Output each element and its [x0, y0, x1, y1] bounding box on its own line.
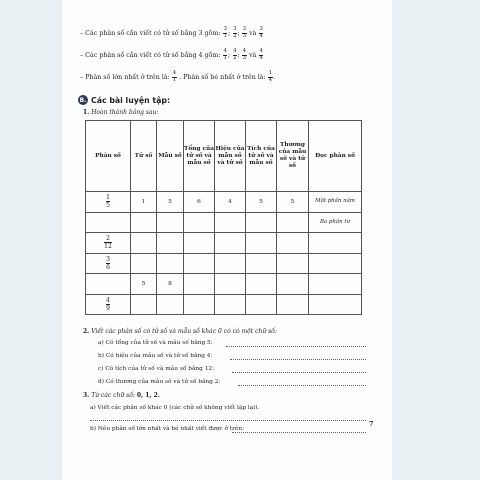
table-header: Tích của tử số và mẫu số — [246, 121, 277, 192]
intro-line-3: – Phân số lớn nhất ở trên là: $\frac{4}{1}$ . Phân số bé nhất ở trên là: $\frac{1}{4}$ . — [80, 70, 276, 83]
fraction-cell[interactable] — [86, 192, 131, 213]
section-heading — [78, 95, 170, 105]
table-cell[interactable] — [215, 274, 246, 295]
reading-cell[interactable] — [309, 294, 362, 315]
answer-line[interactable] — [90, 420, 366, 421]
table-cell[interactable]: 4 — [215, 192, 246, 213]
question-1 — [83, 109, 158, 116]
fraction: $\frac{3}{2}$ — [233, 26, 237, 39]
table-cell[interactable] — [246, 294, 277, 315]
fraction: $\frac{3}{6}$ — [106, 255, 110, 271]
table-cell[interactable] — [246, 253, 277, 274]
joiner: và — [249, 51, 257, 59]
table-header: Đọc phân số — [309, 121, 362, 192]
intro-line-3-text: – Phân số lớn nhất ở trên là: — [80, 73, 170, 81]
table-header-row — [86, 121, 362, 192]
question-2 — [83, 328, 277, 335]
table-cell[interactable] — [277, 274, 309, 295]
table-cell[interactable]: 5 — [277, 192, 309, 213]
table-cell[interactable] — [246, 233, 277, 254]
fraction-cell[interactable] — [86, 212, 131, 233]
table-cell[interactable] — [215, 233, 246, 254]
table-cell[interactable] — [246, 274, 277, 295]
table-row — [86, 274, 362, 295]
table-cell[interactable] — [215, 253, 246, 274]
table-cell[interactable] — [215, 212, 246, 233]
fraction-cell[interactable] — [86, 233, 131, 254]
intro-line-1: – Các phân số cần viết có tử số bằng 3 gồm: $\frac{3}{1}$ ; $\frac{3}{2}$ ; $\frac{3}{3}$ và $\frac{3}{4}$ — [80, 26, 263, 39]
table-cell[interactable] — [215, 294, 246, 315]
fraction: $\frac{3}{3}$ — [242, 26, 247, 39]
reading-cell[interactable]: Ba phần tư — [309, 212, 362, 233]
table-cell[interactable]: 8 — [157, 274, 184, 295]
fraction-cell[interactable] — [86, 253, 131, 274]
fraction: $\frac{4}{9}$ — [106, 296, 110, 312]
answer-line[interactable] — [232, 372, 366, 373]
table-cell[interactable] — [184, 253, 215, 274]
table-cell[interactable]: 5 — [131, 274, 157, 295]
fraction-cell[interactable] — [86, 274, 131, 295]
table-cell[interactable] — [157, 253, 184, 274]
answer-prompt: b) Có hiệu của mẫu số và tử số bằng 4: — [98, 353, 213, 359]
section-title: Các bài luyện tập: — [91, 95, 171, 105]
table-cell[interactable]: 5 — [157, 192, 184, 213]
question-number: 1. — [83, 109, 90, 116]
fraction: $\frac{2}{12}$ — [104, 235, 112, 251]
question-digits: 0, 1, 2. — [136, 392, 160, 399]
fraction: $\frac{4}{3}$ — [242, 48, 247, 61]
table-cell[interactable] — [131, 233, 157, 254]
table-cell[interactable]: 6 — [184, 192, 215, 213]
table-cell[interactable] — [157, 212, 184, 233]
answer-line[interactable] — [238, 385, 366, 386]
question-text: Hoàn thành bảng sau: — [91, 109, 159, 116]
table-cell[interactable] — [157, 233, 184, 254]
table-cell[interactable] — [131, 212, 157, 233]
answer-prompt: b) Nêu phân số lớn nhất và bé nhất viết được ở trên: — [90, 426, 245, 432]
answer-prompt: a) Viết các phân số khác 0 (các chữ số không viết lặp lại). — [90, 405, 260, 411]
reading-cell[interactable]: Một phần năm — [309, 192, 362, 213]
table-row — [86, 192, 362, 213]
fraction: $\frac{4}{2}$ — [233, 48, 237, 61]
table-cell[interactable]: 1 — [131, 192, 157, 213]
reading-cell[interactable] — [309, 233, 362, 254]
intro-line-1-text: – Các phân số cần viết có tử số bằng 3 gồm: — [80, 29, 221, 37]
fraction: $\frac{1}{5}$ — [106, 194, 110, 210]
answer-prompt: a) Có tổng của tử số và mẫu số bằng 5: — [98, 340, 213, 346]
intro-line-3-middle: . Phân số bé nhất ở trên là: — [179, 73, 266, 81]
fraction-max: $\frac{4}{1}$ — [172, 70, 177, 83]
question-3 — [83, 392, 160, 399]
table-cell[interactable]: 5 — [246, 192, 277, 213]
fraction: $\frac{4}{4}$ — [259, 48, 263, 61]
answer-prompt: d) Có thương của mẫu số và tử số bằng 2: — [98, 379, 221, 385]
table-header: Tử số — [131, 121, 157, 192]
joiner: và — [249, 29, 257, 37]
table-cell[interactable] — [277, 253, 309, 274]
intro-line-2: – Các phân số cần viết có tử số bằng 4 gồm: $\frac{4}{1}$ ; $\frac{4}{2}$ ; $\frac{4}{3}$ và $\frac{4}{4}$ — [80, 48, 263, 61]
table-cell[interactable] — [131, 253, 157, 274]
fraction-min: $\frac{1}{4}$ — [268, 70, 273, 83]
table-row — [86, 233, 362, 254]
table-cell[interactable] — [184, 294, 215, 315]
table-row — [86, 253, 362, 274]
table-header: Tổng của tử số và mẫu số — [184, 121, 215, 192]
page-number: 7 — [369, 420, 374, 428]
question-text: Từ các chữ số: — [91, 392, 135, 399]
table-row — [86, 212, 362, 233]
table-cell[interactable] — [131, 294, 157, 315]
table-cell[interactable] — [184, 233, 215, 254]
table-header: Phân số — [86, 121, 131, 192]
table-header: Hiệu của mẫu số và tử số — [215, 121, 246, 192]
intro-line-2-text: – Các phân số cần viết có tử số bằng 4 gồm: — [80, 51, 221, 59]
table-header: Mẫu số — [157, 121, 184, 192]
table-cell[interactable] — [246, 212, 277, 233]
table-cell[interactable] — [277, 294, 309, 315]
table-cell[interactable] — [277, 212, 309, 233]
table-row — [86, 294, 362, 315]
table-cell[interactable] — [277, 233, 309, 254]
fraction-cell[interactable] — [86, 294, 131, 315]
table-cell[interactable] — [184, 212, 215, 233]
table-cell[interactable] — [184, 274, 215, 295]
answer-line[interactable] — [226, 346, 366, 347]
reading-cell[interactable] — [309, 253, 362, 274]
table-cell[interactable] — [157, 294, 184, 315]
answer-line[interactable] — [232, 432, 366, 433]
fraction: $\frac{3}{1}$ — [223, 26, 227, 39]
question-number: 3. — [83, 392, 90, 399]
question-text: Viết các phân số có tử số và mẫu số khác 0 có có một chữ số: — [91, 328, 277, 335]
exercise-table — [85, 120, 362, 315]
answer-line[interactable] — [230, 359, 366, 360]
fraction: $\frac{3}{4}$ — [259, 26, 263, 39]
section-badge: B. — [79, 96, 87, 104]
table-header: Thương của mẫu số và tử số — [277, 121, 309, 192]
fraction: $\frac{4}{1}$ — [223, 48, 227, 61]
reading-cell[interactable] — [309, 274, 362, 295]
question-number: 2. — [83, 328, 90, 335]
answer-prompt: c) Có tích của tử số và mẫu số bằng 12: — [98, 366, 215, 372]
